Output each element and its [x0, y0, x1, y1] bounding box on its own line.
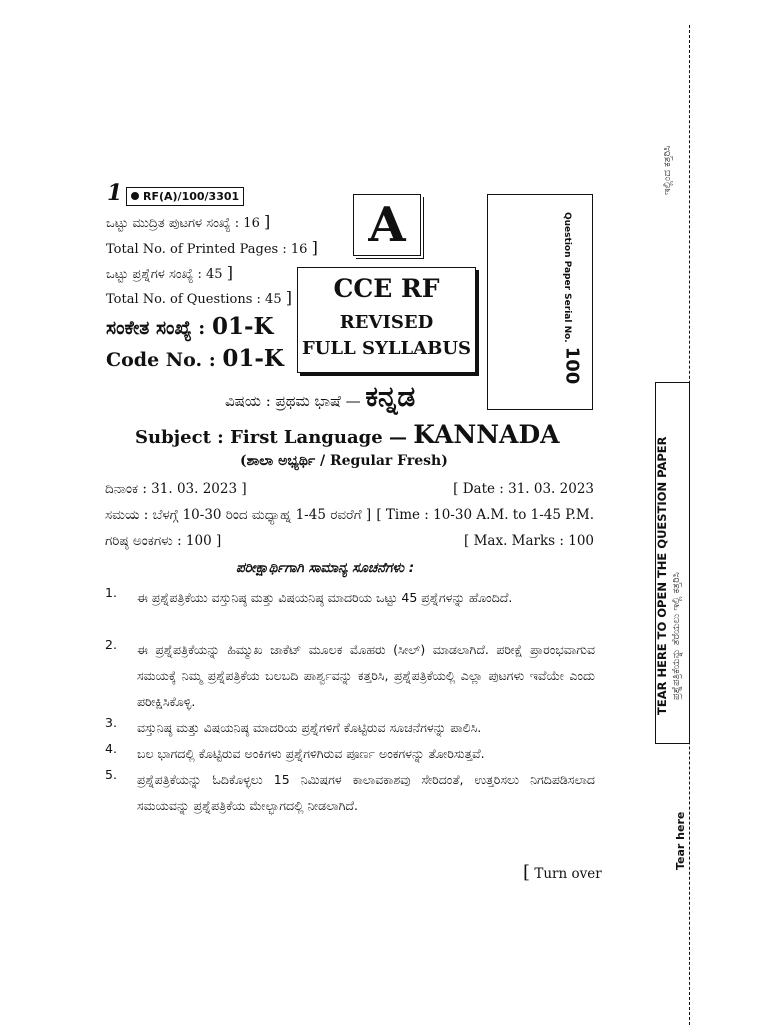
revised-label: REVISED: [339, 312, 434, 333]
date-en: [ Date : 31. 03. 2023: [453, 481, 594, 497]
time-row: [105, 507, 594, 523]
page-number: 1: [107, 180, 123, 206]
candidate-type: (ಶಾಲಾ ಅಭ್ಯರ್ಥಿ / Regular Fresh): [240, 453, 448, 469]
marks-kan: ಗರಿಷ್ಠ ಅಂಕಗಳು : 100 ]: [105, 533, 222, 549]
marks-en: [ Max. Marks : 100: [464, 533, 594, 549]
turn-over: [ Turn over: [523, 862, 602, 883]
serial-number: 100: [561, 346, 583, 385]
version-box: A: [353, 194, 421, 256]
cut-here-label: ಇಲ್ಲಿಂದ ಕತ್ತರಿಸಿ: [662, 145, 673, 195]
date-kan: ದಿನಾಂಕ : 31. 03. 2023 ]: [105, 481, 247, 497]
instruction-item: 1. ಈ ಪ್ರಶ್ನೆಪತ್ರಿಕೆಯು ವಸ್ತುನಿಷ್ಠ ಮತ್ತು ವಿಷಯನಿಷ್ಠ ಮಾದರಿಯ ಒಟ್ಟು 45 ಪ್ರಶ್ನೆಗಳನ್ನು ಹೊಂದಿದೆ.: [105, 585, 513, 605]
instruction-item: 4. ಬಲ ಭಾಗದಲ್ಲಿ ಕೊಟ್ಟಿರುವ ಅಂಕಿಗಳು ಪ್ರಶ್ನೆಗಳಿಗಿರುವ ಪೂರ್ಣ ಅಂಕಗಳನ್ನು ತೋರಿಸುತ್ತವೆ.: [105, 741, 485, 761]
subject-en: Subject : First Language — KANNADA: [135, 420, 560, 449]
instructions-title: ಪರೀಕ್ಷಾರ್ಥಿಗಾಗಿ ಸಾಮಾನ್ಯ ಸೂಚನೆಗಳು :: [236, 560, 415, 576]
marks-row: [105, 533, 594, 549]
serial-label: Question Paper Serial No.: [562, 212, 572, 343]
printed-pages-kan: ಒಟ್ಟು ಮುದ್ರಿತ ಪುಟಗಳ ಸಂಖ್ಯೆ : 16 ]: [106, 212, 271, 231]
code-number-kan: ಸಂಕೇತ ಸಂಖ್ಯೆ : 01-K: [106, 313, 274, 340]
instruction-item: 5. ಪ್ರಶ್ನೆಪತ್ರಿಕೆಯನ್ನು ಓದಿಕೊಳ್ಳಲು 15 ನಿಮಿಷಗಳ ಕಾಲಾವಕಾಶವು ಸೇರಿದಂತೆ, ಉತ್ತರಿಸಲು ನಿಗದಿಪಡಿಸಲಾದ ಸಮಯವನ್ನು ಪ್ರಶ್ನೆಪತ್ರಿಕೆಯ ಮೇಲ್ಭಾಗದಲ್ಲಿ ನೀಡಲಾಗಿದೆ.: [105, 767, 595, 813]
subject-kan: ವಿಷಯ : ಪ್ರಥಮ ಭಾಷೆ — ಕನ್ನಡ: [225, 380, 416, 413]
paper-code: RF(A)/100/3301: [143, 190, 240, 203]
exam-title-box: [297, 267, 476, 373]
paper-code-badge: [126, 187, 244, 206]
syllabus-label: FULL SYLLABUS: [301, 338, 472, 359]
time-en: [ Time : 10-30 A.M. to 1-45 P.M.: [376, 507, 594, 523]
printed-pages-en: Total No. of Printed Pages : 16 ]: [106, 238, 318, 257]
instruction-item: 2. ಈ ಪ್ರಶ್ನೆಪತ್ರಿಕೆಯನ್ನು ಹಿಮ್ಮುಖ ಜಾಕೆಟ್ ಮೂಲಕ ಮೊಹರು (ಸೀಲ್) ಮಾಡಲಾಗಿದೆ. ಪರೀಕ್ಷೆ ಪ್ರಾರಂಭವಾಗುವ ಸಮಯಕ್ಕೆ ನಿಮ್ಮ ಪ್ರಶ್ನೆಪತ್ರಿಕೆಯ ಬಲಬದಿ ಪಾರ್ಶ್ವವನ್ನು ಕತ್ತರಿಸಿ, ಪ್ರಶ್ನೆಪತ್ರಿಕೆಯಲ್ಲಿ ಎಲ್ಲಾ ಪುಟಗಳು ಇವೆಯೇ ಎಂದು ಪರೀಕ್ಷಿಸಿಕೊಳ್ಳಿ.: [105, 637, 595, 709]
time-kan: ಸಮಯ : ಬೆಳಗ್ಗೆ 10-30 ರಿಂದ ಮಧ್ಯಾಹ್ನ 1-45 ರವರೆಗೆ ]: [105, 507, 372, 523]
code-number-en: Code No. : 01-K: [106, 345, 284, 372]
questions-kan: ಒಟ್ಟು ಪ್ರಶ್ನೆಗಳ ಸಂಖ್ಯೆ : 45 ]: [106, 263, 233, 282]
bullet-icon: [131, 192, 139, 200]
tear-instruction-en: TEAR HERE TO OPEN THE QUESTION PAPER: [655, 436, 669, 715]
instruction-item: 3. ವಸ್ತುನಿಷ್ಠ ಮತ್ತು ವಿಷಯನಿಷ್ಠ ಮಾದರಿಯ ಪ್ರಶ್ನೆಗಳಿಗೆ ಕೊಟ್ಟಿರುವ ಸೂಚನೆಗಳನ್ನು ಪಾಲಿಸಿ.: [105, 715, 482, 735]
questions-en: Total No. of Questions : 45 ]: [106, 288, 292, 307]
exam-title: CCE RF: [333, 274, 440, 303]
date-row: [105, 481, 594, 497]
tear-instruction-kan: ಪ್ರಶ್ನೆಪತ್ರಿಕೆಯನ್ನು ತೆರೆಯಲು ಇಲ್ಲಿ ಕತ್ತರಿಸಿ: [671, 572, 682, 700]
tear-here-label: Tear here: [674, 811, 687, 870]
